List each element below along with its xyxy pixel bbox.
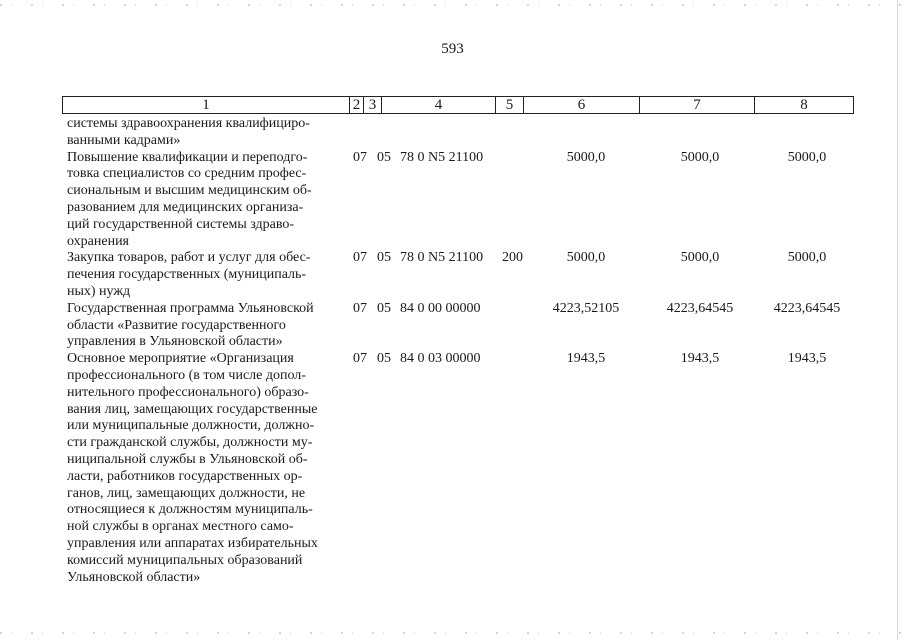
table-row (67, 351, 847, 586)
header-cell-4: 4 (382, 97, 496, 113)
header-cell-3: 3 (364, 97, 382, 113)
page-number: 593 (441, 41, 464, 57)
row-csr: 78 0 N5 21100 (400, 250, 484, 266)
row-razdel: 07 (353, 300, 367, 316)
row-vr: 200 (502, 250, 523, 266)
table-row (67, 116, 847, 150)
row-podrazdel: 05 (377, 149, 391, 165)
row-description: Государственная программа Ульяновской области «Развитие государственного управления в Ульяновской области» (67, 300, 314, 350)
row-description: Закупка товаров, работ и услуг для обес- печения государственных (муниципаль- ных) нужд (67, 250, 311, 299)
scan-noise-top (0, 4, 905, 6)
row-razdel: 07 (353, 351, 367, 367)
row-value-2020: 5000,0 (566, 250, 606, 266)
row-csr: 84 0 03 00000 (400, 351, 481, 367)
row-value-2022: 4223,64545 (773, 300, 841, 316)
scan-edge-right (897, 0, 898, 640)
scan-noise-bottom (0, 632, 905, 634)
row-description: системы здравоохранения квалифициро- ванными кадрами» (67, 116, 310, 148)
header-cell-8: 8 (800, 97, 808, 113)
row-podrazdel: 05 (377, 300, 391, 316)
row-value-2022: 1943,5 (787, 351, 827, 367)
row-value-2021: 4223,64545 (666, 300, 734, 316)
row-value-2020: 4223,52105 (552, 300, 620, 316)
row-podrazdel: 05 (377, 250, 391, 266)
row-value-2021: 5000,0 (680, 149, 720, 165)
header-cell-6: 6 (524, 97, 640, 113)
row-description: Повышение квалификации и переподго- товка специалистов со средним профес- сиональным и высшим медицинским об- разованием для медицинских организа- ций государственной системы здраво- охранения (67, 149, 312, 249)
row-razdel: 07 (353, 250, 367, 266)
table-header (62, 96, 854, 114)
row-value-2022: 5000,0 (787, 149, 827, 165)
row-value-2020: 1943,5 (566, 351, 606, 367)
table-row (67, 301, 847, 351)
header-cell-1: 1 (63, 97, 350, 113)
row-csr: 84 0 00 00000 (400, 300, 481, 316)
row-podrazdel: 05 (377, 351, 391, 367)
row-description: Основное мероприятие «Организация профессионального (в том числе допол- нительного профессионального) образо- вания лиц, замещающих государственные или муниципальные должности, должно- сти гражданской службы, должности му- ниципальной службы в Ульяновской об- ласти, работников государственных ор- ганов, лиц, замещающих должности, не относящиеся к должностям муниципаль- ной службы в органах местного само- управления или аппаратах избирательных комиссий муниципальных образований Ульяновской области» (67, 351, 318, 585)
row-value-2020: 5000,0 (566, 149, 606, 165)
table-row (67, 250, 847, 300)
row-csr: 78 0 N5 21100 (400, 149, 484, 165)
table-row (67, 150, 847, 251)
row-razdel: 07 (353, 149, 367, 165)
row-value-2022: 5000,0 (787, 250, 827, 266)
table-body (67, 116, 847, 586)
header-cell-7: 7 (640, 97, 755, 113)
row-value-2021: 1943,5 (680, 351, 720, 367)
header-cell-5: 5 (496, 97, 524, 113)
header-cell-2: 2 (350, 97, 364, 113)
row-value-2021: 5000,0 (680, 250, 720, 266)
